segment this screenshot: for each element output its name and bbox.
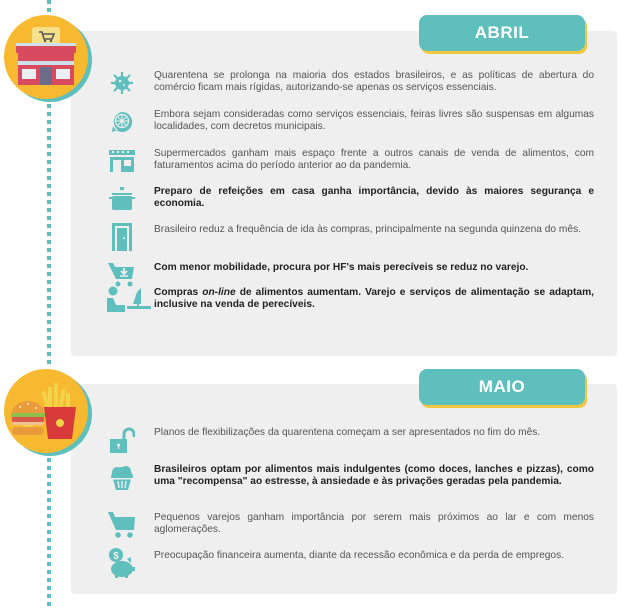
cooking-pot-icon	[107, 184, 137, 214]
list-item	[107, 186, 597, 214]
item-text: Embora sejam consideradas como serviços essenciais, feiras livres são suspensas em algumas localidades, com decretos municipais.	[154, 109, 594, 132]
piggy-bank-icon	[107, 548, 137, 578]
list-item	[107, 512, 597, 540]
month-tab-maio[interactable]	[419, 369, 585, 405]
item-text: Supermercados ganham mais espaço frente a outros canais de venda de alimentos, com faturamentos acima do período anterior ao da pandemia.	[154, 148, 594, 171]
svg-text:$: $	[113, 551, 119, 562]
item-text: Com menor mobilidade, procura por HF's mais perecíveis se reduz no varejo.	[154, 262, 529, 273]
timeline-line	[47, 458, 51, 608]
unlock-icon	[107, 425, 137, 455]
text-part: Compras	[154, 287, 203, 298]
virus-icon	[107, 68, 137, 98]
cupcake-icon	[107, 462, 137, 492]
item-text: Pequenos varejos ganham importância por serem mais próximos ao lar e com menos aglomerações.	[154, 512, 594, 535]
item-text: Brasileiro reduz a frequência de ida às compras, principalmente na segunda quinzena do mês.	[154, 224, 581, 235]
item-text: Preparo de refeições em casa ganha importância, devido às maiores segurança e economia.	[154, 186, 594, 209]
item-text: Planos de flexibilizações da quarentena começam a ser apresentados no fim do mês.	[154, 427, 541, 438]
storefront-icon	[4, 15, 88, 99]
list-item	[107, 427, 597, 455]
list-item	[107, 70, 597, 98]
burger-fries-icon	[4, 369, 88, 453]
list-item	[107, 148, 597, 176]
list-item	[107, 464, 597, 492]
item-text	[154, 287, 594, 310]
item-text: Brasileiros optam por alimentos mais indulgentes (como doces, lanches e pizzas), como uma "recompensa" ao estresse, à ansiedade e às privações geradas pela pandemia.	[154, 464, 594, 487]
abril-badge	[4, 15, 88, 99]
month-tab-abril[interactable]	[419, 15, 585, 51]
item-text: Preocupação financeira aumenta, diante da recessão econômica e da perda de empregos.	[154, 550, 565, 561]
list-item	[107, 224, 597, 252]
month-label: ABRIL	[474, 23, 530, 42]
list-item	[107, 550, 597, 578]
shopping-cart-icon	[107, 510, 137, 540]
item-text: Quarentena se prolonga na maioria dos estados brasileiros, e as políticas de abertura do comércio ficam mais rígidas, autorizando-se apenas os serviços essenciais.	[154, 70, 594, 93]
timeline-line	[47, 104, 51, 366]
orange-slice-icon	[107, 107, 137, 137]
store-icon	[107, 146, 137, 176]
list-item	[107, 287, 597, 315]
list-item	[107, 262, 597, 290]
month-label: MAIO	[478, 377, 526, 396]
online-shopping-icon	[107, 285, 151, 315]
text-part: de alimentos aumentam. Varejo e serviços de alimentação se adaptam, inclusive na venda de perecíveis.	[154, 287, 594, 310]
door-icon	[107, 222, 137, 252]
list-item	[107, 109, 597, 137]
text-emphasis: on-line	[202, 287, 236, 298]
timeline-line	[47, 0, 51, 14]
maio-badge	[4, 369, 88, 453]
